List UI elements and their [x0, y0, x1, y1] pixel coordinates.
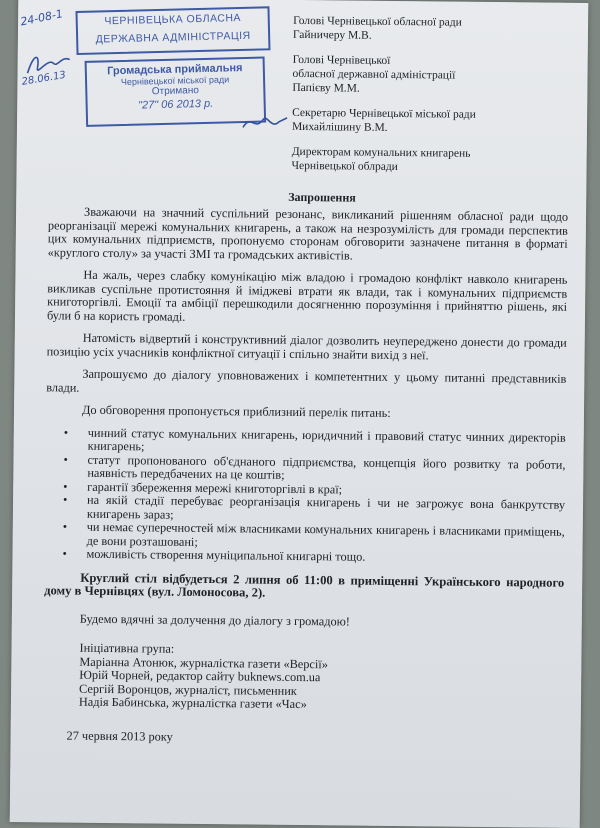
thanks-line: Будемо вдячні за долучення до діалогу з громадою! [79, 611, 351, 629]
paragraph: Запрошуємо до діалогу уповноважених і компетентних у цьому питанні представників влади. [46, 366, 567, 395]
addressee-line: обласної державної адміністрації [292, 67, 456, 82]
administration-stamp-line2: ДЕРЖАВНА АДМІНІСТРАЦІЯ [95, 29, 251, 46]
reception-stamp-received: Отримано [151, 85, 199, 98]
addressee-line: Голові Чернівецької [292, 53, 391, 67]
list-item: • чи немає суперечностей між власниками комунальних книгарень і власниками приміщень, де вони розташовані; [87, 521, 565, 553]
addressee-line: Директорам комунальних книгарень [291, 145, 471, 160]
letter-body [43, 205, 569, 747]
signatories-block [79, 642, 564, 715]
addressee-block [292, 14, 584, 176]
signature-mark [23, 49, 73, 80]
addressee-line: Чернівецької облради [291, 159, 398, 174]
paragraph: На жаль, через слабку комунікацію між владою і громадою конфлікт навколо книгарень викликав суспільне протистояння й іміджеві втрати як влади, так і комунальних підприємств книготоргівлі. Емоції та амбіції перешкодили досягненню порозуміння і прийняттю рішень, які були б на користь громаді. [46, 267, 568, 324]
reception-stamp [85, 56, 267, 126]
group-label: Ініціативна група: [79, 640, 175, 656]
reception-stamp-subtitle: Чернівецької міської ради [120, 74, 230, 88]
reception-stamp-date: "27" 06 2013 р. [137, 97, 214, 112]
list-item: • на якій стадії перебуває реорганізація книгарень і чи не загрожує вона банкрутству книгарень зараз; [87, 494, 565, 526]
addressee-line: Голові Чернівецької обласної ради [293, 14, 462, 29]
addressee-line: Папієву М.М. [292, 81, 360, 95]
handwritten-date: 28.06.13 [20, 69, 67, 88]
signature-mark-2 [241, 111, 291, 136]
administration-stamp-line1: ЧЕРНІВЕЦЬКА ОБЛАСНА [104, 11, 242, 28]
paragraph: До обговорення пропонується приблизний перелік питань: [81, 402, 391, 420]
signatory: Маріанна Атонюк, журналістка газети «Версії» [79, 654, 328, 671]
signatory: Юрій Чорней, редактор сайту buknews.com.ua [79, 667, 321, 685]
addressee-line: Секретарю Чернівецької міської ради [292, 106, 476, 121]
meeting-announcement: Круглий стіл відбудеться 2 липня об 11:00 в приміщенні Українського народного дому в Чернівцях (вул. Ломоносова, 2). [44, 570, 565, 600]
paragraph: Зважаючи на значний суспільний резонанс, викликаний рішенням обласної ради щодо реорганізації мережі комунальних книгарень, а також на незрозумілість для громади перспектив цих комунальних підприємств, пропонуємо сторонам обговорити зазначене питання в форматі «круглого столу» за участі ЗМІ та громадських активістів. [47, 204, 569, 263]
handwritten-number: 24-08-1 [19, 7, 64, 29]
addressee-line: Михайлішину В.М. [291, 120, 388, 134]
reception-stamp-title: Громадська приймальня [106, 62, 243, 78]
list-item: • статут пропонованого об'єднаного підприємства, концепція його розвитку та роботи, наявність передбачених на це коштів; [87, 453, 565, 485]
list-item: • чинний статус комунальних книгарень, юридичний і правовий статус чинних директорів книгарень; [88, 426, 566, 458]
issues-list [44, 426, 565, 566]
list-item: • можливість створення муніципальної книгарні тощо. [86, 548, 564, 567]
document-date: 27 червня 2013 року [66, 728, 173, 744]
paragraph: Натомість відвертий і конструктивний діалог дозволить неупереджено донести до громади позицію усіх учасників конфліктної ситуації і спільно знайти вихід з неї. [46, 330, 567, 362]
signatory: Надія Бабинська, журналістка газети «Час» [78, 694, 307, 712]
signatory: Сергій Воронцов, журналіст, письменник [79, 681, 297, 698]
addressee-line: Гайничеру М.В. [292, 28, 372, 42]
document-title: Запрошення [288, 189, 356, 205]
administration-stamp [75, 6, 270, 55]
letter-page [10, 0, 589, 828]
list-item: • гарантії збереження мережі книготоргівлі в краї; [87, 480, 565, 499]
